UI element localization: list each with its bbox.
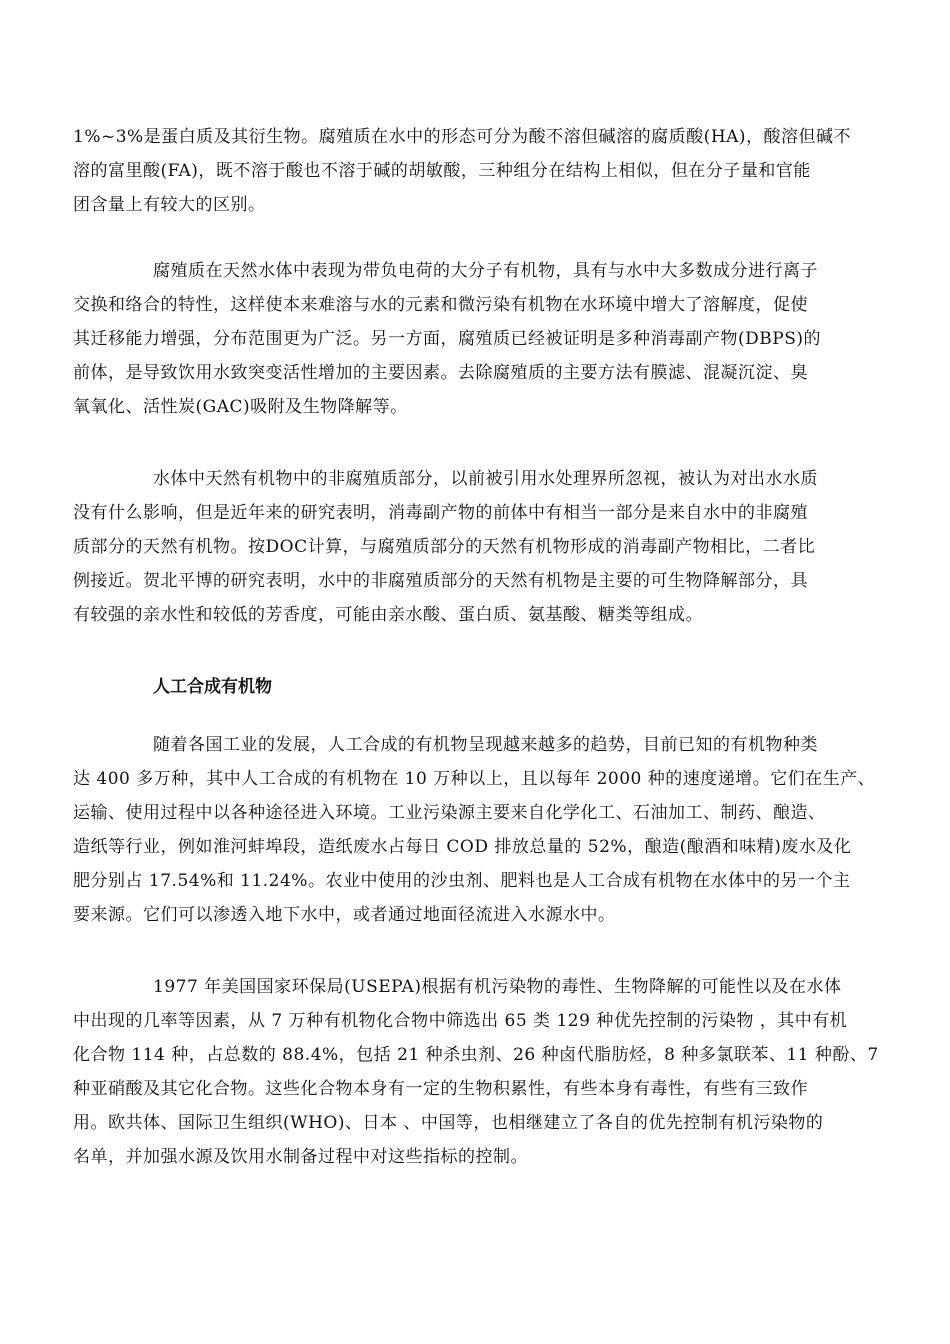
text-line: 前体，是导致饮用水致突变活性增加的主要因素。去除腐殖质的主要方法有膜滤、混凝沉淀、臭 xyxy=(73,363,808,383)
text-line: 肥分别占 17.54%和 11.24%。农业中使用的沙虫剂、肥料也是人工合成有机物在水体中的另一个主 xyxy=(73,871,851,891)
paragraph-usepa-priority xyxy=(73,970,893,1174)
text-line: 团含量上有较大的区别。 xyxy=(73,195,266,215)
text-line: 溶的富里酸(FA)，既不溶于酸也不溶于碱的胡敏酸，三种组分在结构上相似，但在分子量和官能 xyxy=(73,161,811,181)
text-line: 其迁移能力增强，分布范围更为广泛。另一方面，腐殖质已经被证明是多种消毒副产物(DBPS)的 xyxy=(73,329,821,349)
text-line: 造纸等行业，例如淮河蚌埠段，造纸废水占每日 COD 排放总量的 52%，酿造(酿酒和味精)废水及化 xyxy=(73,837,852,857)
section-heading: 人工合成有机物 xyxy=(153,677,272,697)
text-line: 要来源。它们可以渗透入地下水中，或者通过地面径流进入水源水中。 xyxy=(73,905,616,925)
text-line: 1%~3%是蛋白质及其衍生物。腐殖质在水中的形态可分为酸不溶但碱溶的腐质酸(HA)，酸溶但碱不 xyxy=(73,127,852,147)
text-line: 运输、使用过程中以各种途径进入环境。工业污染源主要来自化学化工、石油加工、制药、酿造、 xyxy=(73,803,826,823)
text-line: 化合物 114 种，占总数的 88.4%，包括 21 种杀虫剂、26 种卤代脂肪烃，8 种多氯联苯、11 种酚、7 xyxy=(73,1045,879,1065)
text-line: 达 400 多万种，其中人工合成的有机物在 10 万种以上，且以每年 2000 种的速度递增。它们在生产、 xyxy=(73,769,876,789)
text-line: 水体中天然有机物中的非腐殖质部分，以前被引用水处理界所忽视，被认为对出水水质 xyxy=(153,469,818,489)
text-line: 种亚硝酸及其它化合物。这些化合物本身有一定的生物积累性，有些本身有毒性，有些有三致作 xyxy=(73,1079,808,1099)
text-line: 没有什么影响，但是近年来的研究表明，消毒副产物的前体中有相当一部分是来自水中的非腐殖 xyxy=(73,503,808,523)
text-line: 有较强的亲水性和较低的芳香度，可能由亲水酸、蛋白质、氨基酸、糖类等组成。 xyxy=(73,605,703,625)
paragraph-humus-fractions xyxy=(73,120,893,222)
text-line: 1977 年美国国家环保局(USEPA)根据有机污染物的毒性、生物降解的可能性以及在水体 xyxy=(153,977,842,997)
paragraph-non-humus xyxy=(73,462,893,632)
text-line: 腐殖质在天然水体中表现为带负电荷的大分子有机物，具有与水中大多数成分进行离子 xyxy=(153,261,818,281)
text-line: 名单，并加强水源及饮用水制备过程中对这些指标的控制。 xyxy=(73,1147,528,1167)
paragraph-humus-properties xyxy=(73,254,893,424)
text-line: 随着各国工业的发展，人工合成的有机物呈现越来越多的趋势，目前已知的有机物种类 xyxy=(153,735,818,755)
text-line: 质部分的天然有机物。按DOC计算，与腐殖质部分的天然有机物形成的消毒副产物相比，二者比 xyxy=(73,537,816,557)
text-line: 例接近。贺北平博的研究表明，水中的非腐殖质部分的天然有机物是主要的可生物降解部分，具 xyxy=(73,571,808,591)
text-line: 氧氧化、活性炭(GAC)吸附及生物降解等。 xyxy=(73,397,408,417)
text-line: 用。欧共体、国际卫生组织(WHO)、日本 、中国等，也相继建立了各自的优先控制有机污染物的 xyxy=(73,1113,824,1133)
text-line: 中出现的几率等因素，从 7 万种有机物化合物中筛选出 65 类 129 种优先控制的污染物 ，其中有机 xyxy=(73,1011,848,1031)
text-line: 交换和络合的特性，这样使本来难溶与水的元素和微污染有机物在水环境中增大了溶解度，促使 xyxy=(73,295,808,315)
paragraph-synthetic-organics xyxy=(73,728,893,932)
